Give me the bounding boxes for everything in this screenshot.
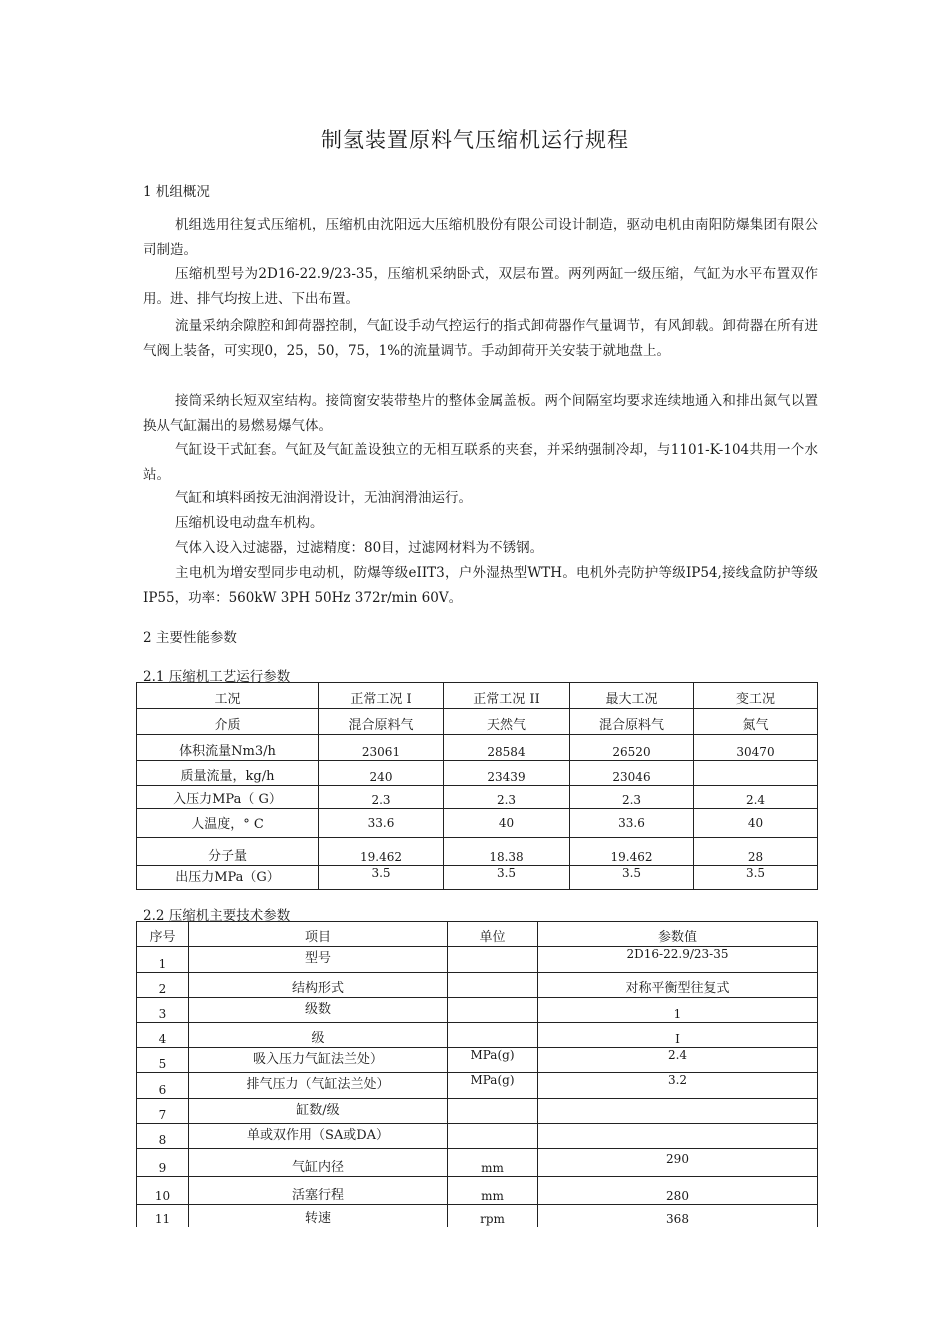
table-row xyxy=(137,838,818,866)
section-2-heading: 2 主要性能参数 xyxy=(143,630,237,646)
header-cell: 工况 xyxy=(137,683,319,709)
table-row xyxy=(137,1023,818,1048)
unit-cell: mm xyxy=(448,1149,538,1177)
value-cell: 2.4 xyxy=(538,1048,818,1073)
table-1-heading: 2.1 压缩机工艺运行参数 xyxy=(143,669,291,685)
unit-cell xyxy=(448,1124,538,1149)
paragraph-7: 压缩机设电动盘车机构。 xyxy=(175,515,324,531)
item-cell: 转速 xyxy=(189,1205,448,1227)
unit-cell xyxy=(448,973,538,998)
table-cell: 3.5 xyxy=(444,866,570,890)
value-cell: 1 xyxy=(538,998,818,1023)
table-cell: 3.5 xyxy=(570,866,694,890)
table-cell: 28584 xyxy=(444,735,570,761)
row-number: 9 xyxy=(137,1149,189,1177)
paragraph-1: 机组选用往复式压缩机，压缩机由沈阳远大压缩机股份有限公司设计制造，驱动电机由南阳防爆集团有限公司制造。 xyxy=(143,217,818,258)
table-cell: 2.3 xyxy=(444,786,570,809)
table-row xyxy=(137,866,818,890)
row-label: 分子量 xyxy=(137,838,319,866)
item-cell: 缸数/级 xyxy=(189,1099,448,1124)
value-cell: 2D16-22.9/23-35 xyxy=(538,947,818,973)
unit-cell xyxy=(448,998,538,1023)
table-row xyxy=(137,947,818,973)
table-row xyxy=(137,709,818,735)
table-cell: 19.462 xyxy=(570,838,694,866)
header-cell: 项目 xyxy=(189,922,448,947)
table-row xyxy=(137,1048,818,1073)
table-row xyxy=(137,973,818,998)
table-header-row xyxy=(137,683,818,709)
item-cell: 吸入压力气缸法兰处） xyxy=(189,1048,448,1073)
item-cell: 级 xyxy=(189,1023,448,1048)
item-cell: 气缸内径 xyxy=(189,1149,448,1177)
header-cell: 变工况 xyxy=(694,683,818,709)
section-1-heading: 1 机组概况 xyxy=(143,184,210,200)
paragraph-6: 气缸和填料函按无油润滑设计，无油润滑油运行。 xyxy=(175,490,472,506)
table-row xyxy=(137,1205,818,1227)
unit-cell: MPa(g) xyxy=(448,1048,538,1073)
row-number: 8 xyxy=(137,1124,189,1149)
unit-cell xyxy=(448,947,538,973)
row-number: 5 xyxy=(137,1048,189,1073)
table-cell: 40 xyxy=(444,809,570,838)
table-cell: 18.38 xyxy=(444,838,570,866)
value-cell xyxy=(538,1124,818,1149)
table-cell: 混合原料气 xyxy=(319,709,444,735)
table-2-heading: 2.2 压缩机主要技术参数 xyxy=(143,908,291,924)
header-cell: 序号 xyxy=(137,922,189,947)
header-cell: 最大工况 xyxy=(570,683,694,709)
row-number: 1 xyxy=(137,947,189,973)
item-cell: 结构形式 xyxy=(189,973,448,998)
value-cell: 290 xyxy=(538,1149,818,1177)
table-cell: 30470 xyxy=(694,735,818,761)
row-number: 4 xyxy=(137,1023,189,1048)
technical-parameters-table xyxy=(136,921,818,1227)
table-cell: 3.5 xyxy=(319,866,444,890)
document-title: 制氢装置原料气压缩机运行规程 xyxy=(321,128,629,152)
header-cell: 单位 xyxy=(448,922,538,947)
table-cell: 混合原料气 xyxy=(570,709,694,735)
table-cell: 2.4 xyxy=(694,786,818,809)
table-header-row xyxy=(137,922,818,947)
item-cell: 型号 xyxy=(189,947,448,973)
table-row xyxy=(137,809,818,838)
row-label: 质量流量，kg/h xyxy=(137,761,319,786)
header-cell: 参数值 xyxy=(538,922,818,947)
paragraph-4: 接筒采纳长短双室结构。接筒窗安装带垫片的整体金属盖板。两个间隔室均要求连续地通入和排出氮气以置换从气缸漏出的易燃易爆气体。 xyxy=(143,393,818,434)
table-cell: 23061 xyxy=(319,735,444,761)
item-cell: 活塞行程 xyxy=(189,1177,448,1205)
paragraph-5: 气缸设干式缸套。气缸及气缸盖设独立的无相互联系的夹套，并采纳强制冷却，与1101-K-104共用一个水站。 xyxy=(143,442,818,483)
table-row xyxy=(137,998,818,1023)
table-cell: 33.6 xyxy=(570,809,694,838)
process-parameters-table xyxy=(136,682,818,890)
item-cell: 排气压力（气缸法兰处） xyxy=(189,1073,448,1099)
row-label: 入压力MPa（ G） xyxy=(137,786,319,809)
table-cell: 28 xyxy=(694,838,818,866)
row-number: 11 xyxy=(137,1205,189,1227)
unit-cell xyxy=(448,1023,538,1048)
table-row xyxy=(137,1177,818,1205)
table-cell: 240 xyxy=(319,761,444,786)
paragraph-3: 流量采纳余隙腔和卸荷器控制，气缸设手动气控运行的指式卸荷器作气量调节，有风卸载。卸荷器在所有进气阀上装备，可实现0，25，50，75，1%的流量调节。手动卸荷开关安装于就地盘上。 xyxy=(143,318,818,359)
row-label: 介质 xyxy=(137,709,319,735)
unit-cell: mm xyxy=(448,1177,538,1205)
row-label: 出压力MPa（G） xyxy=(137,866,319,890)
row-number: 7 xyxy=(137,1099,189,1124)
table-cell: 19.462 xyxy=(319,838,444,866)
table-cell: 氮气 xyxy=(694,709,818,735)
unit-cell xyxy=(448,1099,538,1124)
value-cell xyxy=(538,1099,818,1124)
table-row xyxy=(137,1124,818,1149)
value-cell: 对称平衡型往复式 xyxy=(538,973,818,998)
row-number: 3 xyxy=(137,998,189,1023)
table-row xyxy=(137,735,818,761)
unit-cell: rpm xyxy=(448,1205,538,1227)
row-label: 体积流量Nm3/h xyxy=(137,735,319,761)
table-cell: 2.3 xyxy=(319,786,444,809)
table-cell: 23046 xyxy=(570,761,694,786)
paragraph-8: 气体入设入过滤器，过滤精度：80目，过滤网材料为不锈钢。 xyxy=(175,540,544,556)
item-cell: 单或双作用（SA或DA） xyxy=(189,1124,448,1149)
header-cell: 正常工况 I xyxy=(319,683,444,709)
unit-cell: MPa(g) xyxy=(448,1073,538,1099)
paragraph-9: 主电机为增安型同步电动机，防爆等级eIIT3，户外湿热型WTH。电机外壳防护等级IP54,接线盒防护等级 IP55，功率：560kW 3PH 50Hz 372r/min 60V。 xyxy=(143,565,818,606)
table-row xyxy=(137,1073,818,1099)
table-row xyxy=(137,1149,818,1177)
table-cell: 3.5 xyxy=(694,866,818,890)
row-number: 10 xyxy=(137,1177,189,1205)
table-row xyxy=(137,786,818,809)
table-cell: 26520 xyxy=(570,735,694,761)
table-cell: 2.3 xyxy=(570,786,694,809)
table-row xyxy=(137,761,818,786)
value-cell: 368 xyxy=(538,1205,818,1227)
value-cell: 3.2 xyxy=(538,1073,818,1099)
table-cell: 40 xyxy=(694,809,818,838)
paragraph-2: 压缩机型号为2D16-22.9/23-35，压缩机采纳卧式，双层布置。两列两缸一级压缩，气缸为水平布置双作用。进、排气均按上进、下出布置。 xyxy=(143,266,818,307)
table-cell: 23439 xyxy=(444,761,570,786)
table-cell: 天然气 xyxy=(444,709,570,735)
table-row xyxy=(137,1099,818,1124)
row-number: 2 xyxy=(137,973,189,998)
item-cell: 级数 xyxy=(189,998,448,1023)
table-cell: 33.6 xyxy=(319,809,444,838)
row-number: 6 xyxy=(137,1073,189,1099)
table-cell xyxy=(694,761,818,786)
header-cell: 正常工况 II xyxy=(444,683,570,709)
value-cell: I xyxy=(538,1023,818,1048)
row-label: 人温度，° C xyxy=(137,809,319,838)
value-cell: 280 xyxy=(538,1177,818,1205)
